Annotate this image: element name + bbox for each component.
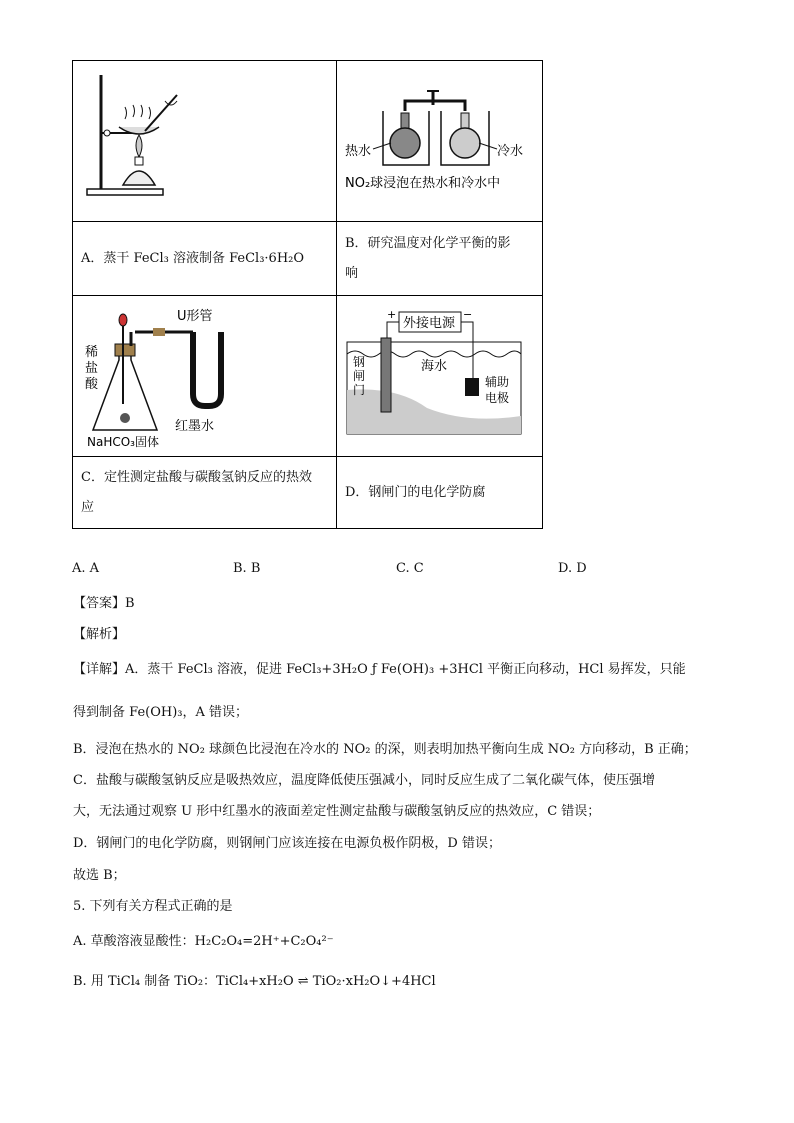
aux-electrode-label-1: 辅助 — [485, 375, 510, 389]
heat-effect-apparatus-figure — [73, 296, 336, 452]
acid-label-2: 盐 — [85, 361, 99, 376]
caption-c: C．定性测定盐酸与碳酸氢钠反应的热效 应 — [73, 457, 337, 529]
evaporation-apparatus-figure — [73, 61, 336, 217]
aux-electrode-label-2: 电极 — [485, 391, 510, 405]
minus-sign: − — [463, 308, 473, 321]
cell-b-figure — [337, 61, 543, 222]
caption-a: A．蒸干 FeCl₃ 溶液制备 FeCl₃·6H₂O — [73, 222, 337, 296]
gate-label-2: 闸 — [353, 369, 366, 383]
steel-gate-protection-figure — [337, 296, 542, 452]
no2-bulb-note: NO₂球浸泡在热水和冷水中 — [345, 176, 501, 191]
detail-line-1a: 【详解】A．蒸干 FeCl₃ 溶液，促进 FeCl₃+3H₂O ƒ Fe(OH)₃ +3HCl 平衡正向移动，HCl 易挥发，只能 — [73, 662, 686, 677]
detail-line-4: D．钢闸门的电化学防腐，则钢闸门应该连接在电源负极作阴极，D 错误； — [73, 836, 501, 851]
caption-d: D．钢闸门的电化学防腐 — [337, 457, 543, 529]
acid-label-3: 酸 — [85, 377, 99, 392]
u-tube-label: U形管 — [177, 309, 213, 324]
cold-water-label: 冷水 — [497, 144, 524, 159]
acid-label-1: 稀 — [85, 345, 99, 360]
choice-c: C. C — [396, 561, 424, 576]
gate-label-3: 门 — [353, 383, 366, 397]
choice-b: B. B — [233, 561, 261, 576]
choice-d: D. D — [558, 561, 587, 576]
caption-b: B．研究温度对化学平衡的影 响 — [337, 222, 543, 296]
cell-a-figure — [73, 61, 337, 222]
gate-label-1: 钢 — [353, 355, 366, 369]
question-5-option-b: B. 用 TiCl₄ 制备 TiO₂：TiCl₄+xH₂O ⇌ TiO₂·xH₂O↓+4HCl — [73, 974, 436, 989]
question-5-stem: 5. 下列有关方程式正确的是 — [73, 899, 233, 914]
analysis-tag: 【解析】 — [73, 627, 126, 642]
seawater-label: 海水 — [421, 359, 448, 374]
detail-line-2: B．浸泡在热水的 NO₂ 球颜色比浸泡在冷水的 NO₂ 的深，则表明加热平衡向生成 NO₂ 方向移动，B 正确； — [73, 742, 697, 757]
detail-line-3a: C．盐酸与碳酸氢钠反应是吸热效应，温度降低使压强减小，同时反应生成了二氧化碳气体，使压强增 — [73, 773, 655, 788]
no2-bulbs-figure — [337, 61, 542, 217]
detail-line-3b: 大，无法通过观察 U 形中红墨水的液面差定性测定盐酸与碳酸氢钠反应的热效应，C 错误； — [73, 804, 601, 819]
nahco3-label: NaHCO₃固体 — [87, 435, 159, 449]
answer-tag: 【答案】B — [73, 596, 135, 611]
detail-line-1b: 得到制备 Fe(OH)₃，A 错误； — [73, 705, 249, 720]
cell-d-figure — [337, 296, 543, 457]
cell-c-figure — [73, 296, 337, 457]
plus-sign: + — [387, 308, 397, 321]
power-supply-label: 外接电源 — [403, 316, 456, 331]
red-ink-label: 红墨水 — [175, 419, 215, 434]
hot-water-label: 热水 — [345, 144, 372, 159]
choice-a: A. A — [72, 561, 100, 576]
question-5-option-a: A. 草酸溶液显酸性：H₂C₂O₄=2H⁺+C₂O₄²⁻ — [73, 934, 334, 949]
options-figure-table — [72, 60, 543, 529]
detail-line-5: 故选 B； — [73, 868, 126, 883]
